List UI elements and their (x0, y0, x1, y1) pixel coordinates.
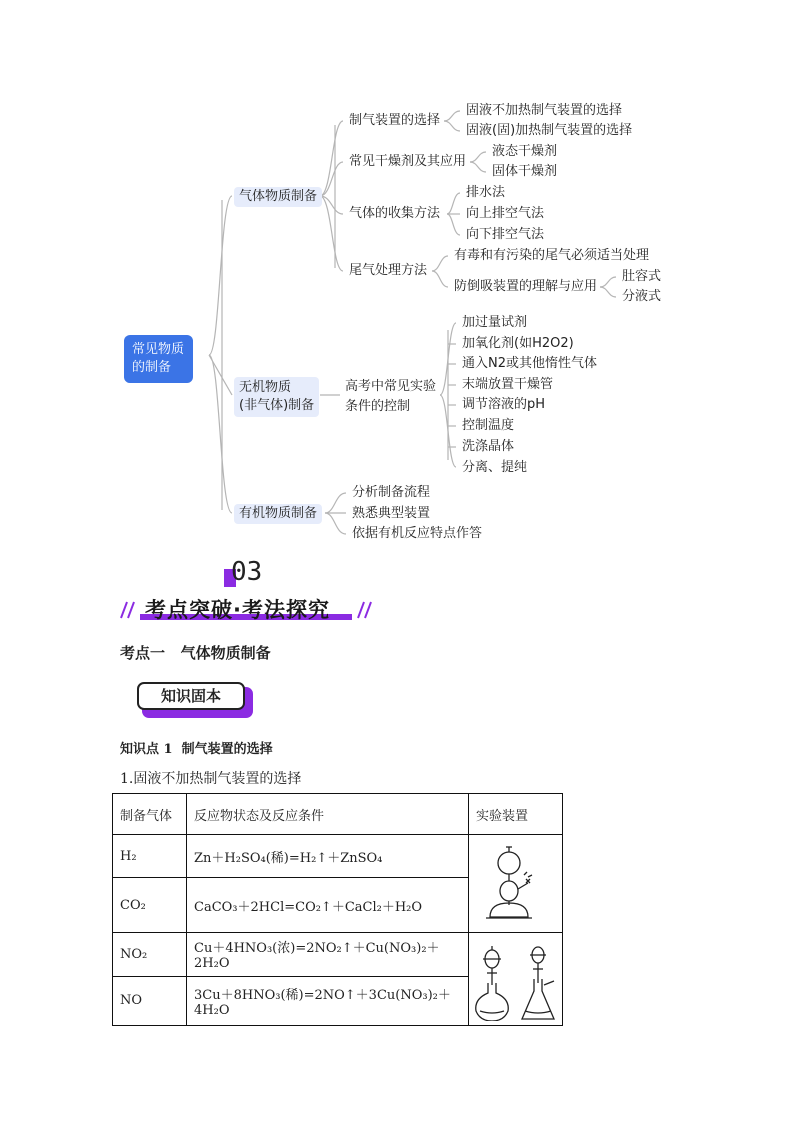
leaf-item: 向下排空气法 (466, 227, 545, 242)
leaf-item: 向上排空气法 (466, 206, 545, 221)
leaf-item: 分液式 (622, 289, 662, 304)
table-header: 实验装置 (469, 794, 563, 835)
apparatus-cell (469, 835, 563, 933)
reaction-cell: CaCO₃＋2HCl=CO₂↑＋CaCl₂＋H₂O (187, 878, 469, 933)
node-tail-gas: 尾气处理方法 (349, 263, 428, 278)
leaf-item: 依据有机反应特点作答 (352, 526, 483, 541)
gas-cell: CO₂ (113, 878, 187, 933)
leaf-item: 通入N2或其他惰性气体 (462, 356, 597, 371)
leaf-item: 固液不加热制气装置的选择 (466, 103, 623, 118)
node-device-selection: 制气装置的选择 (349, 113, 441, 128)
banner-number: 03 (231, 557, 263, 587)
flask-funnel-apparatus-icon (470, 933, 562, 1021)
leaf-item: 肚容式 (622, 269, 662, 284)
table-header-row (113, 794, 563, 835)
section-title: 考点一 气体物质制备 (120, 644, 271, 662)
gas-cell: NO₂ (113, 933, 187, 977)
leaf-item: 固液(固)加热制气装置的选择 (466, 123, 633, 138)
leaf-item: 排水法 (466, 185, 506, 200)
table-row (113, 835, 563, 878)
mindmap-root: 常见物质的制备 (124, 335, 193, 383)
gas-cell: H₂ (113, 835, 187, 878)
gas-preparation-table (112, 793, 563, 1026)
node-gas-collection: 气体的收集方法 (349, 206, 441, 221)
table-row (113, 933, 563, 977)
leaf-item: 防倒吸装置的理解与应用 (454, 279, 598, 294)
banner-title: 考点突破·考法探究 (145, 598, 330, 622)
leaf-item: 分析制备流程 (352, 485, 431, 500)
leaf-item: 加氧化剂(如H2O2) (462, 336, 574, 351)
knowledge-point-title: 知识点 1 制气装置的选择 (120, 742, 273, 757)
node-organic-preparation: 有机物质制备 (234, 504, 322, 524)
node-gas-preparation: 气体物质制备 (234, 187, 322, 207)
leaf-item: 调节溶液的pH (462, 397, 546, 412)
leaf-item: 控制温度 (462, 418, 515, 433)
leaf-item: 液态干燥剂 (492, 144, 558, 159)
leaf-item: 末端放置干燥管 (462, 377, 554, 392)
leaf-item: 熟悉典型装置 (352, 506, 431, 521)
reaction-cell: Cu＋4HNO₃(浓)=2NO₂↑＋Cu(NO₃)₂＋2H₂O (187, 933, 469, 977)
kipp-apparatus-icon (476, 837, 556, 927)
leaf-item: 有毒和有污染的尾气必须适当处理 (454, 248, 650, 263)
mindmap-connectors (0, 0, 794, 560)
node-condition-control: 高考中常见实验 条件的控制 (345, 379, 437, 414)
gas-cell: NO (113, 976, 187, 1025)
node-desiccants: 常见干燥剂及其应用 (349, 154, 467, 169)
table-header: 制备气体 (113, 794, 187, 835)
leaf-item: 加过量试剂 (462, 315, 528, 330)
subheading: 1.固液不加热制气装置的选择 (120, 771, 302, 787)
reaction-cell: 3Cu＋8HNO₃(稀)=2NO↑＋3Cu(NO₃)₂＋4H₂O (187, 976, 469, 1025)
table-header: 反应物状态及反应条件 (187, 794, 469, 835)
apparatus-cell (469, 933, 563, 1026)
leaf-item: 洗涤晶体 (462, 439, 515, 454)
leaf-item: 分离、提纯 (462, 460, 528, 475)
knowledge-badge: 知识固本 (137, 682, 253, 718)
node-inorganic-preparation: 无机物质 (非气体)制备 (234, 377, 319, 417)
reaction-cell: Zn＋H₂SO₄(稀)=H₂↑＋ZnSO₄ (187, 835, 469, 878)
leaf-item: 固体干燥剂 (492, 164, 558, 179)
